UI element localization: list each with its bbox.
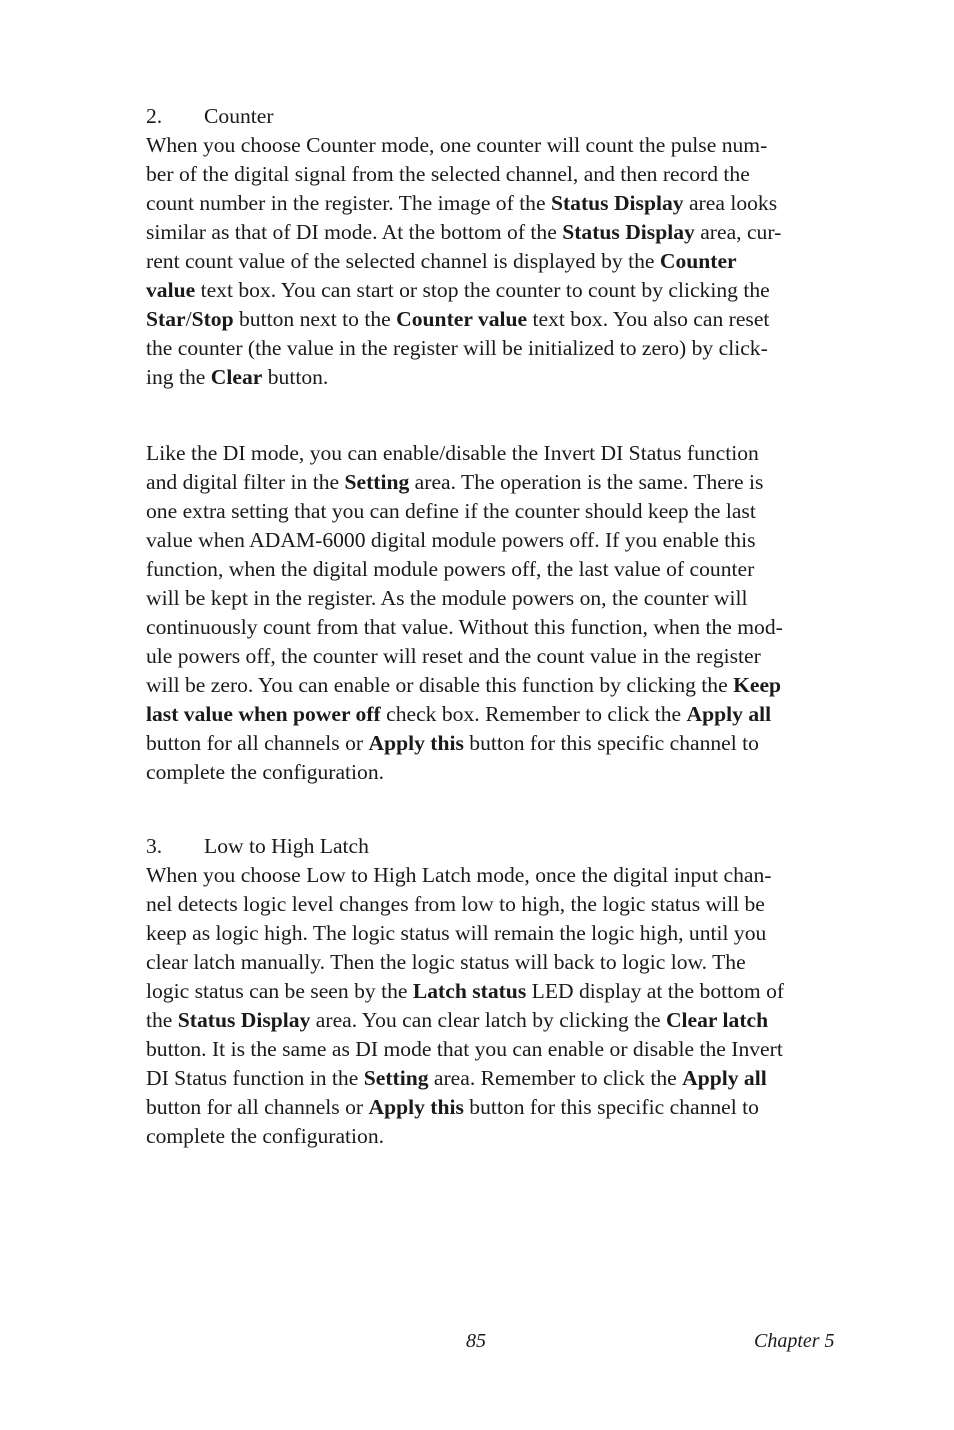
text-run: DI Status function in the: [146, 1066, 364, 1090]
text-line: [146, 1122, 384, 1151]
text-run: value when ADAM-6000 digital module powers off. If you enable this: [146, 528, 756, 552]
text-line: [146, 160, 750, 189]
text-line: [146, 131, 767, 160]
text-run: button for all channels or: [146, 731, 369, 755]
bold-term: Stop: [191, 307, 234, 331]
bold-term: Apply all: [682, 1066, 767, 1090]
bold-term: Latch status: [412, 979, 527, 1003]
text-run: button for all channels or: [146, 1095, 369, 1119]
section-number: 3.: [146, 834, 163, 858]
text-line: [146, 1064, 767, 1093]
text-run: area. You can clear latch by clicking the: [310, 1008, 666, 1032]
chapter-label: Chapter 5: [754, 1330, 835, 1352]
text-run: count number in the register. The image of the: [146, 191, 551, 215]
bold-term: Clear: [210, 365, 263, 389]
text-line: [146, 526, 756, 555]
bold-term: Status Display: [562, 220, 695, 244]
text-run: the: [146, 1008, 178, 1032]
text-run: one extra setting that you can define if the counter should keep the last: [146, 499, 756, 523]
text-line: [146, 218, 781, 247]
text-line: [146, 890, 765, 919]
text-run: area. Remember to click the: [428, 1066, 683, 1090]
text-run: area looks: [683, 191, 778, 215]
text-run: check box. Remember to click the: [380, 702, 687, 726]
text-run: Like the DI mode, you can enable/disable the Invert DI Status function: [146, 441, 759, 465]
text-run: When you choose Counter mode, one counter will count the pulse num-: [146, 133, 768, 157]
text-run: button for this specific channel to: [463, 1095, 759, 1119]
text-run: keep as logic high. The logic status will remain the logic high, until you: [146, 921, 767, 945]
text-run: will be kept in the register. As the module powers on, the counter will: [146, 586, 748, 610]
text-run: ber of the digital signal from the selected channel, and then record the: [146, 162, 750, 186]
bold-term: last value when power off: [146, 702, 381, 726]
text-run: When you choose Low to High Latch mode, once the digital input chan-: [146, 863, 772, 887]
text-run: nel detects logic level changes from low to high, the logic status will be: [146, 892, 765, 916]
text-line: [146, 247, 737, 276]
text-run: /: [185, 307, 192, 331]
bold-term: Apply this: [368, 731, 464, 755]
bold-term: Keep: [733, 673, 782, 697]
text-line: [146, 977, 784, 1006]
text-line: [146, 439, 759, 468]
bold-term: Status Display: [177, 1008, 311, 1032]
text-run: text box. You can start or stop the counter to count by clicking the: [195, 278, 770, 302]
text-line: [146, 1093, 759, 1122]
text-run: function, when the digital module powers off, the last value of counter: [146, 557, 755, 581]
text-line: [146, 861, 771, 890]
bold-term: Counter value: [396, 307, 528, 331]
page-number: 85: [466, 1330, 486, 1352]
text-run: button for this specific channel to: [463, 731, 759, 755]
bold-term: Counter: [659, 249, 737, 273]
text-line: [146, 1006, 768, 1035]
text-run: continuously count from that value. Without this function, when the mod-: [146, 615, 783, 639]
text-line: [146, 948, 746, 977]
text-line: [146, 189, 777, 218]
text-line: [146, 919, 766, 948]
bold-term: Status Display: [550, 191, 684, 215]
text-run: area. The operation is the same. There is: [409, 470, 764, 494]
text-run: text box. You also can reset: [527, 307, 770, 331]
text-run: the counter (the value in the register will be initialized to zero) by click-: [146, 336, 768, 360]
text-run: ule powers off, the counter will reset and the count value in the register: [146, 644, 761, 668]
text-line: [146, 584, 748, 613]
text-run: area, cur-: [694, 220, 782, 244]
text-run: button next to the: [233, 307, 397, 331]
text-line: [146, 363, 328, 392]
text-line: [146, 613, 783, 642]
text-run: complete the configuration.: [146, 760, 385, 784]
bold-term: Apply all: [686, 702, 772, 726]
bold-term: Star: [146, 307, 186, 331]
section-title: Low to High Latch: [204, 834, 369, 858]
section-number: 2.: [146, 104, 163, 128]
bold-term: Setting: [363, 1066, 429, 1090]
text-line: [146, 729, 759, 758]
bold-term: Setting: [344, 470, 410, 494]
text-run: rent count value of the selected channel is displayed by the: [146, 249, 660, 273]
text-line: [146, 305, 769, 334]
text-run: clear latch manually. Then the logic status will back to logic low. The: [146, 950, 746, 974]
text-line: [146, 276, 770, 305]
text-run: similar as that of DI mode. At the bottom of the: [146, 220, 563, 244]
text-run: ing the: [146, 365, 211, 389]
text-run: LED display at the bottom of: [526, 979, 785, 1003]
text-run: button. It is the same as DI mode that you can enable or disable the Invert: [146, 1037, 783, 1061]
text-line: [146, 642, 761, 671]
bold-term: Apply this: [368, 1095, 464, 1119]
text-line: [146, 555, 754, 584]
text-line: [146, 671, 781, 700]
text-line: [146, 468, 763, 497]
text-line: [146, 497, 756, 526]
text-run: and digital filter in the: [146, 470, 345, 494]
bold-term: value: [146, 278, 196, 302]
text-run: button.: [262, 365, 329, 389]
bold-term: Clear latch: [665, 1008, 769, 1032]
section-title: Counter: [204, 104, 274, 128]
text-run: will be zero. You can enable or disable this function by clicking the: [146, 673, 734, 697]
text-line: [146, 334, 768, 363]
text-line: [146, 758, 384, 787]
text-run: logic status can be seen by the: [146, 979, 413, 1003]
text-run: complete the configuration.: [146, 1124, 385, 1148]
text-line: [146, 700, 771, 729]
text-line: [146, 1035, 783, 1064]
